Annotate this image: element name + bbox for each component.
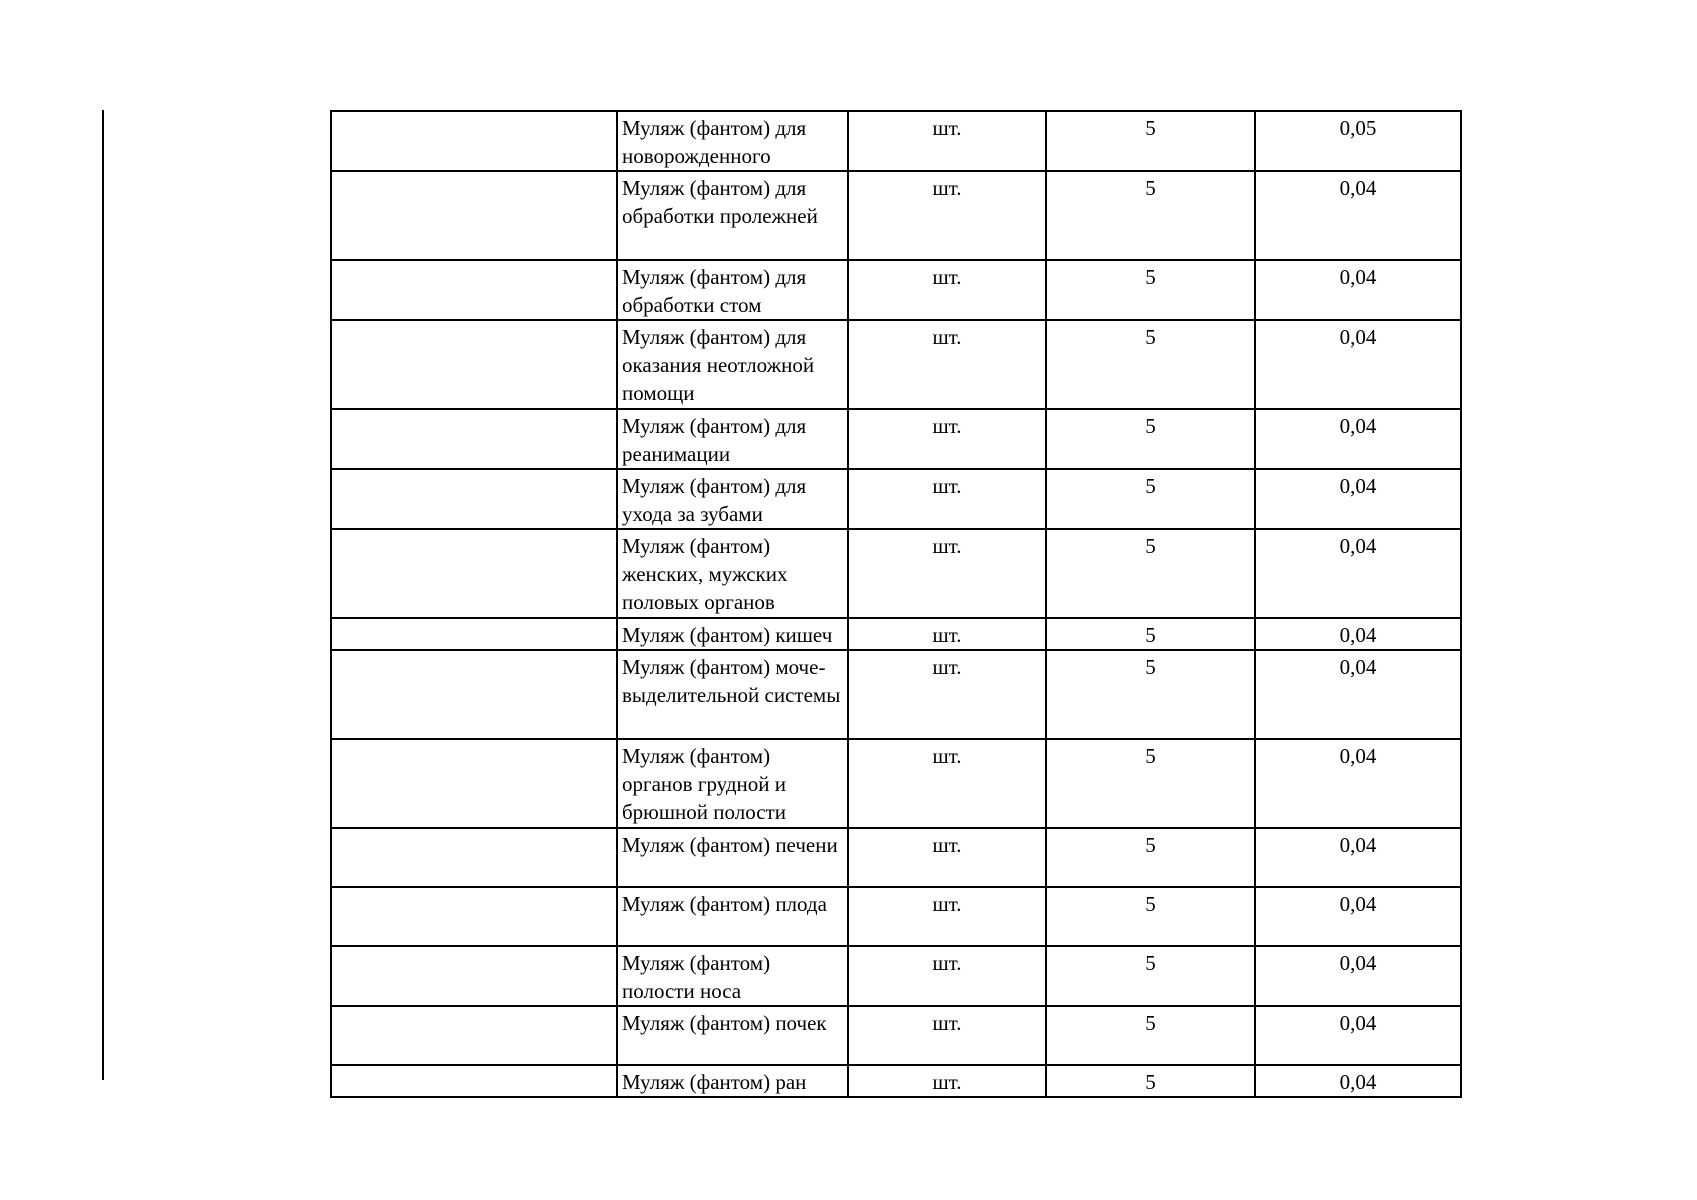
table-row [331,739,1461,828]
table-row [331,469,1461,529]
table-row [331,260,1461,320]
item-name: Муляж (фантом) моче-выделительной системы [617,650,848,739]
blank-cell [331,529,617,618]
item-name: Муляж (фантом) полости носа [617,946,848,1006]
item-name: Муляж (фантом) кишеч [617,618,848,650]
blank-cell [331,469,617,529]
item-value: 0,04 [1255,946,1461,1006]
item-value: 0,04 [1255,171,1461,260]
item-value: 0,04 [1255,887,1461,946]
item-unit: шт. [848,320,1046,409]
table-row [331,111,1461,171]
equipment-table [330,110,1462,1098]
item-name: Муляж (фантом) печени [617,828,848,887]
item-quantity: 5 [1046,469,1255,529]
item-unit: шт. [848,618,1046,650]
item-name: Муляж (фантом) для оказания неотложной помощи [617,320,848,409]
item-unit: шт. [848,650,1046,739]
table-row [331,887,1461,946]
item-unit: шт. [848,946,1046,1006]
item-unit: шт. [848,260,1046,320]
table-row [331,171,1461,260]
blank-cell [331,111,617,171]
item-value: 0,04 [1255,260,1461,320]
item-quantity: 5 [1046,260,1255,320]
item-value: 0,05 [1255,111,1461,171]
item-unit: шт. [848,111,1046,171]
blank-cell [331,618,617,650]
item-quantity: 5 [1046,529,1255,618]
item-value: 0,04 [1255,739,1461,828]
item-quantity: 5 [1046,946,1255,1006]
item-quantity: 5 [1046,887,1255,946]
item-unit: шт. [848,828,1046,887]
item-quantity: 5 [1046,650,1255,739]
item-unit: шт. [848,409,1046,469]
item-quantity: 5 [1046,739,1255,828]
item-value: 0,04 [1255,618,1461,650]
item-unit: шт. [848,739,1046,828]
table-row [331,618,1461,650]
item-name: Муляж (фантом) органов грудной и брюшной полости [617,739,848,828]
item-value: 0,04 [1255,529,1461,618]
item-value: 0,04 [1255,469,1461,529]
table-row [331,650,1461,739]
item-value: 0,04 [1255,1065,1461,1097]
item-value: 0,04 [1255,828,1461,887]
table-row [331,529,1461,618]
item-quantity: 5 [1046,171,1255,260]
item-name: Муляж (фантом) для новорожденного [617,111,848,171]
item-name: Муляж (фантом) для ухода за зубами [617,469,848,529]
table-row [331,828,1461,887]
item-value: 0,04 [1255,320,1461,409]
blank-cell [331,828,617,887]
item-quantity: 5 [1046,111,1255,171]
blank-cell [331,409,617,469]
table-row [331,409,1461,469]
item-name: Муляж (фантом) для обработки стом [617,260,848,320]
item-quantity: 5 [1046,618,1255,650]
item-quantity: 5 [1046,320,1255,409]
blank-cell [331,1065,617,1097]
item-name: Муляж (фантом) женских, мужских половых органов [617,529,848,618]
blank-cell [331,171,617,260]
left-margin-rule [102,110,104,1080]
item-value: 0,04 [1255,409,1461,469]
blank-cell [331,946,617,1006]
item-quantity: 5 [1046,1006,1255,1065]
blank-cell [331,650,617,739]
item-name: Муляж (фантом) для реанимации [617,409,848,469]
blank-cell [331,887,617,946]
item-name: Муляж (фантом) плода [617,887,848,946]
item-unit: шт. [848,469,1046,529]
item-value: 0,04 [1255,650,1461,739]
table-row [331,946,1461,1006]
table-row [331,1006,1461,1065]
blank-cell [331,320,617,409]
table-row [331,320,1461,409]
item-quantity: 5 [1046,1065,1255,1097]
item-unit: шт. [848,887,1046,946]
blank-cell [331,1006,617,1065]
item-unit: шт. [848,171,1046,260]
item-name: Муляж (фантом) для обработки пролежней [617,171,848,260]
blank-cell [331,739,617,828]
item-unit: шт. [848,1006,1046,1065]
item-unit: шт. [848,529,1046,618]
blank-cell [331,260,617,320]
item-unit: шт. [848,1065,1046,1097]
item-quantity: 5 [1046,409,1255,469]
item-name: Муляж (фантом) ран [617,1065,848,1097]
item-value: 0,04 [1255,1006,1461,1065]
item-name: Муляж (фантом) почек [617,1006,848,1065]
table-row [331,1065,1461,1097]
item-quantity: 5 [1046,828,1255,887]
